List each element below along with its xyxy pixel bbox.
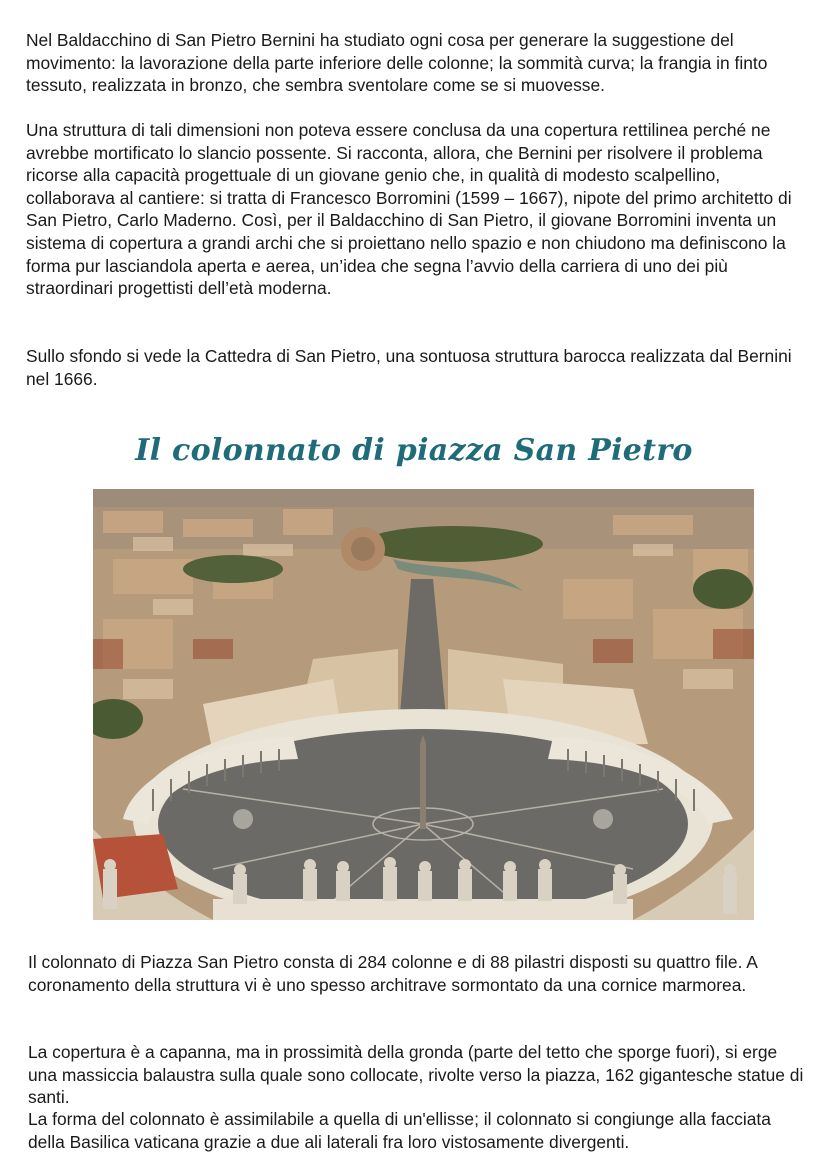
paragraph-forma: La forma del colonnato è assimilabile a quella di un'ellisse; il colonnato si congiunge alla facciata della Basilica vaticana grazie a due ali laterali fra loro vistosamente divergenti. <box>28 1109 771 1152</box>
paragraph-borromini: Una struttura di tali dimensioni non poteva essere conclusa da una copertura rettilinea perché ne avrebbe mortificato lo slancio possente. Si racconta, allora, che Bernini per risolvere il problema ricorse alla capacità progettuale di un giovane genio che, in qualità di modesto scalpellino, collaborava al cantiere: si tratta di Francesco Borromini (1599 – 1667), nipote del primo architetto di San Pietro, Carlo Maderno. Così, per il Baldacchino di San Pietro, il giovane Borromini inventa un sistema di copertura a grandi archi che si proiettano nello spazio e non chiudono ma definiscono la forma pur lasciandola aperta e aerea, un’idea che segna l’avvio della carriera di uno dei più straordinari progettisti dell’età moderna. <box>26 120 792 299</box>
paragraph-copertura: La copertura è a capanna, ma in prossimità della gronda (parte del tetto che sporge fuori), si erge una massiccia balaustra sulla quale sono collocate, rivolte verso la piazza, 162 gigantesche statue di santi. <box>28 1042 804 1108</box>
paragraph-cattedra: Sullo sfondo si vede la Cattedra di San Pietro, una sontuosa struttura barocca realizzata dal Bernini nel 1666. <box>26 346 792 389</box>
aerial-photo-piazza-san-pietro <box>93 489 754 920</box>
paragraph-colonnato-numbers: Il colonnato di Piazza San Pietro consta di 284 colonne e di 88 pilastri disposti su quattro file. A coronamento della struttura vi è uno spesso architrave sormontato da una cornice marmorea. <box>28 952 757 995</box>
section-heading: Il colonnato di piazza San Pietro <box>135 433 693 468</box>
paragraph-baldacchino-intro: Nel Baldacchino di San Pietro Bernini ha studiato ogni cosa per generare la suggestione del movimento: la lavorazione della parte inferiore delle colonne; la sommità curva; la frangia in finto tessuto, realizzata in bronzo, che sembra sventolare come se si muovesse. <box>26 30 768 96</box>
